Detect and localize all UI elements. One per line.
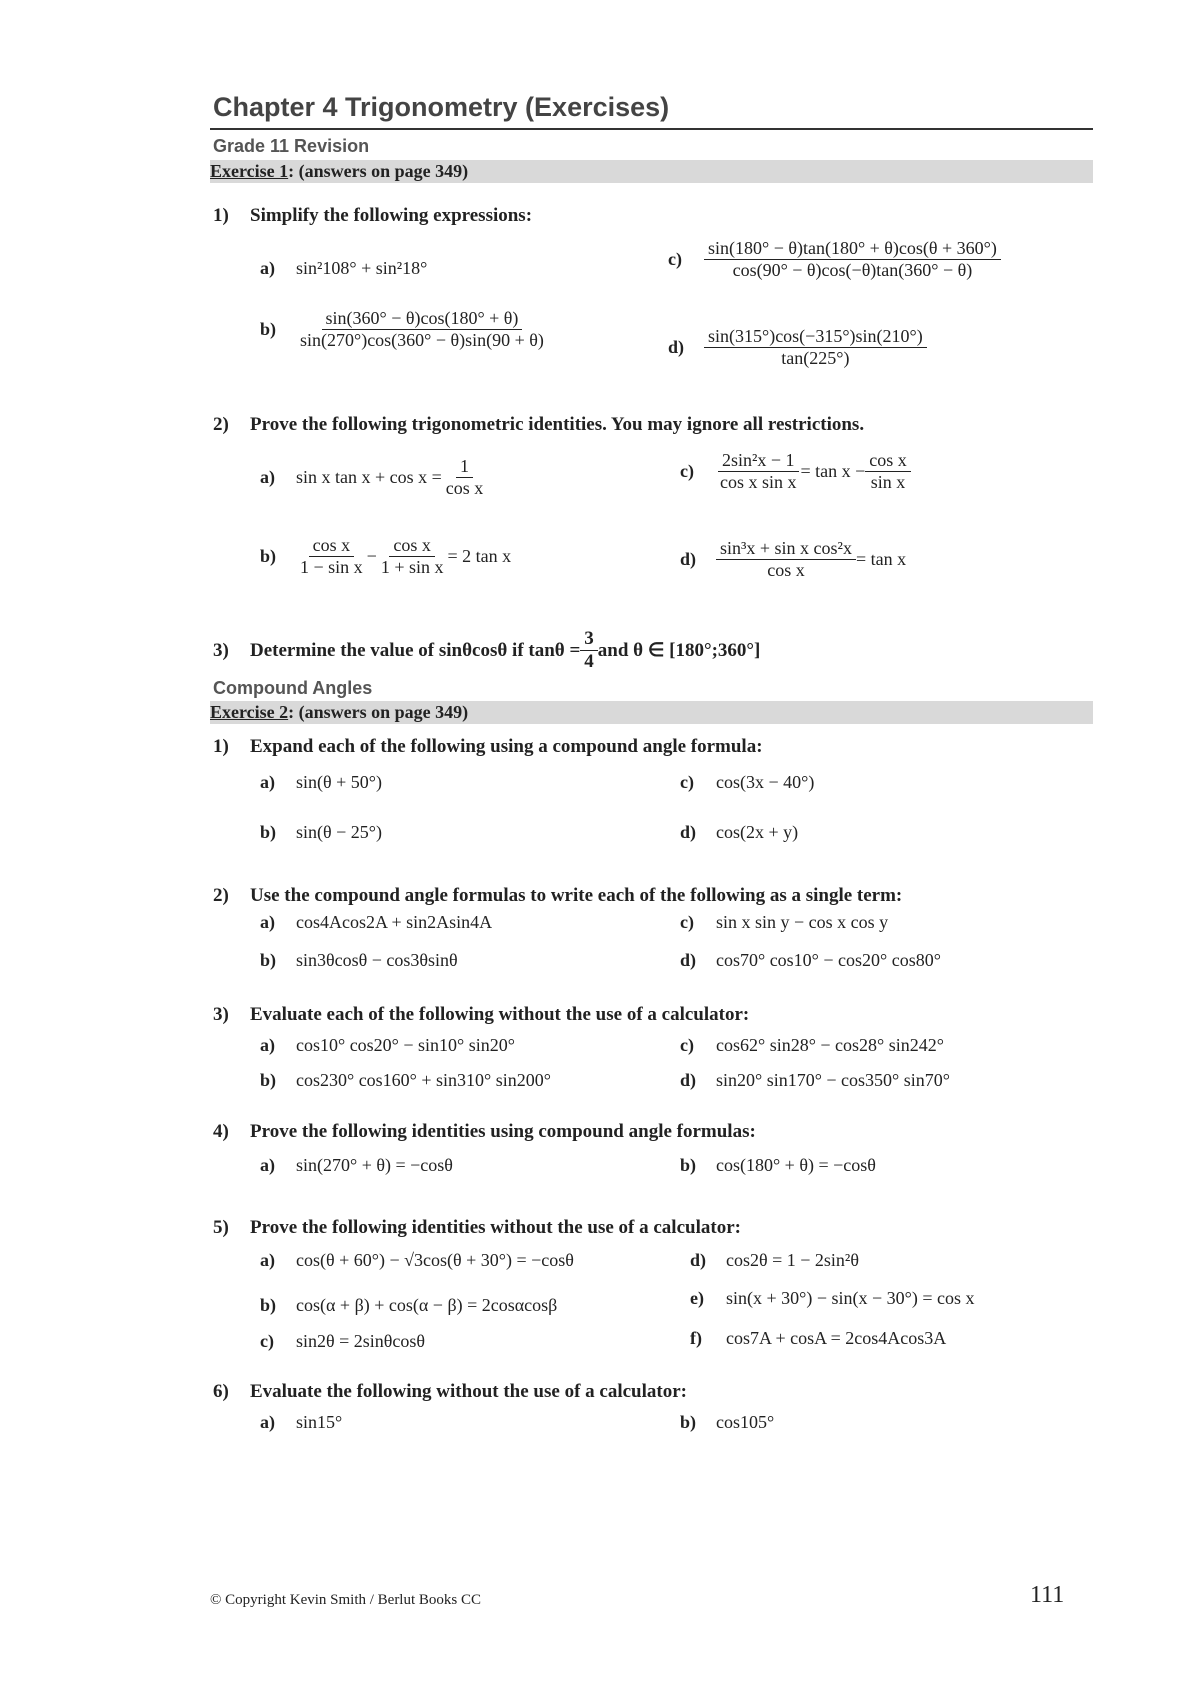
q2a: a) sin x tan x + cos x = $\frac{1}{\text{cos x}}$ [260,456,484,498]
question-6: 6) Evaluate the following without the use of a calculator: [213,1381,687,1402]
item-a: cos10° cos20° − sin10° sin20° [296,1035,515,1055]
item-c: sin2θ = 2sinθcosθ [296,1331,426,1351]
item-a: cos(θ + 60°) − √3cos(θ + 30°) = −cosθ [296,1250,574,1270]
question-5: 5) Prove the following identities without the use of a calculator: [213,1217,741,1238]
question-1: 1) Simplify the following expressions: [213,205,533,226]
q1d: d) $\frac{\sin(315^\circ)\cos(-315^\circ)\sin(210^\circ)}{\tan(225^\circ)}$ [668,326,927,369]
copyright: © Copyright Kevin Smith / Berlut Books CC [210,1592,481,1608]
item-d: cos2θ = 1 − 2sin²θ [726,1250,859,1270]
exercise-title: Exercise 2 [210,702,289,722]
section-heading: Grade 11 Revision [213,136,370,156]
item-b: cos(α + β) + cos(α − β) = 2cosαcosβ [296,1295,558,1315]
item-a: sin(270° + θ) = −cosθ [296,1155,453,1175]
item-a: cos4Acos2A + sin2Asin4A [296,912,493,932]
exercise-bar [210,160,1093,183]
q1c: c) $\frac{\sin(180^\circ - \theta)\tan(180^\circ + \theta)\cos(\theta + 360^\circ)}{\cos(90^\circ - \theta)\cos(-\theta)\tan(360^\circ - \theta)}$ [668,238,1001,281]
item-c: cos(3x − 40°) [716,772,815,792]
question-4: 4) Prove the following identities using compound angle formulas: [213,1121,756,1142]
exercise-note: : (answers on page 349) [288,702,469,722]
item-e: sin(x + 30°) − sin(x − 30°) = cos x [726,1288,975,1308]
item-d: sin20° sin170° − cos350° sin70° [716,1070,950,1090]
item-d: cos70° cos10° − cos20° cos80° [716,950,941,970]
item-a: sin(θ + 50°) [296,772,382,792]
q1b: b) $\frac{\sin(360^\circ - \theta)\cos(180^\circ + \theta)}{\sin(270^\circ)\cos(360^\circ - \theta)\sin(90 + \theta)}$ [260,308,544,350]
item-a: sin15° [296,1412,343,1432]
item-c: cos62° sin28° − cos28° sin242° [716,1035,944,1055]
question-2: 2) Use the compound angle formulas to write each of the following as a single term: [213,885,903,906]
question-2: 2) Prove the following trigonometric identities. You may ignore all restrictions. [213,414,865,435]
document-page: Chapter 4 Trigonometry (Exercises) Grade 11 Revision Exercise 1: (answers on page 349) 1) Simplify the following expressions: a) sin²108° + sin²18° b) $\frac{\sin(360^\circ - \theta)\cos(180^\circ + \theta)}{\sin(270^\circ)\cos(360^\circ - \theta)\sin(90 + \theta)}$ c) $\frac{\sin(180^\circ - \theta)\tan(180^\circ + \theta)\cos(\theta + 360^\circ)}{\cos(90^\circ - \theta)\cos(-\theta)\tan(360^\circ - \theta)}$ d) $\frac{\sin(315^\circ)\cos(-315^\circ)\sin(210^\circ)}{\tan(225^\circ)}$ 2) Prove the following trigonometric identities. You may ignore all restrictions. a) sin x tan x + cos x = $\frac{1}{\text{cos x}}$ b) $\frac{\text{cos x}}{\text{1 − sin x}}$ − $\frac{\text{cos x}}{\text{1 + sin x}}$ = 2 tan x c) $\frac{\text{2sin²x − 1}}{\text{cos x sin x}}$ = tan x − $\frac{\text{cos x}}{\text{sin x}}$ d) $\frac{\text{sin³x + sin x cos²x}}{\text{cos x}}$ = tan x 3) Determine the value of sinθcosθ if tanθ = $\frac{3}{4}$ and θ ∈ [180°;360°] Compound Angles Exercise 2: (answers on page 349) 1) Expand each of the following using a compound angle formula: a) sin(θ + 50°) c) cos(3x − 40°) b) sin(θ − 25°) d) cos(2x + y) 2) Use the compound angle formulas to write each of the following as a single term: a) cos4Acos2A + sin2Asin4A c) sin x sin y − cos x cos y b) sin3θcosθ − cos3θsinθ d) cos70° cos10° − cos20° cos80° 3) Evaluate each of the following without the use of a calculator: a) cos10° cos20° − sin10° sin20° c) cos62° sin28° − cos28° sin242° b) cos230° cos160° + sin310° sin200° d) sin20° sin170° − cos350° sin70° 4) Prove the following identities using compound angle formulas: a) sin(270° + θ) = −cosθ b) cos(180° + θ) = −cosθ 5) Prove the following identities without the use of a calculator: a) cos(θ + 60°) − √3cos(θ + 30°) = −cosθ d) cos2θ = 1 − 2sin²θ b) cos(α + β) + cos(α − β) = 2cosαcosβ e) sin(x + 30°) − sin(x − 30°) = cos x c) sin2θ = 2sinθcosθ f) cos7A + cosA = 2cos4Acos3A 6) Evaluate the following without the use of a calculator: a) sin15° b) cos105° © Copyright Kevin Smith / Berlut Books CC 111 [0,0,1190,1684]
exercise-title: Exercise 1 [210,161,289,181]
q1a: a) sin²108° + sin²18° [260,258,428,278]
item-b: cos(180° + θ) = −cosθ [716,1155,876,1175]
q2b: b) $\frac{\text{cos x}}{\text{1 − sin x}}$ − $\frac{\text{cos x}}{\text{1 + sin x}}$ = 2 tan x [260,535,512,577]
page-number: 111 [1030,1582,1065,1608]
item-b: sin3θcosθ − cos3θsinθ [296,950,458,970]
item-b: sin(θ − 25°) [296,822,382,842]
exercise-note: : (answers on page 349) [288,161,469,181]
q2c: c) $\frac{\text{2sin²x − 1}}{\text{cos x sin x}}$ = tan x − $\frac{\text{cos x}}{\text{sin x}}$ [680,450,911,493]
title-rule [210,128,1093,130]
chapter-title: Chapter 4 Trigonometry (Exercises) [213,92,670,122]
item-c: sin x sin y − cos x cos y [716,912,889,932]
exercise-bar [210,701,1093,724]
question-3: 3) Determine the value of sinθcosθ if tanθ = $\frac{3}{4}$ and θ ∈ [180°;360°] [213,628,761,672]
item-b: cos230° cos160° + sin310° sin200° [296,1070,551,1090]
question-1: 1) Expand each of the following using a compound angle formula: [213,736,763,757]
section-heading: Compound Angles [213,678,373,698]
item-f: cos7A + cosA = 2cos4Acos3A [726,1328,947,1348]
item-b: cos105° [716,1412,775,1432]
question-3: 3) Evaluate each of the following without the use of a calculator: [213,1004,750,1025]
q2d: d) $\frac{\text{sin³x + sin x cos²x}}{\text{cos x}}$ = tan x [680,538,907,580]
item-d: cos(2x + y) [716,822,799,842]
